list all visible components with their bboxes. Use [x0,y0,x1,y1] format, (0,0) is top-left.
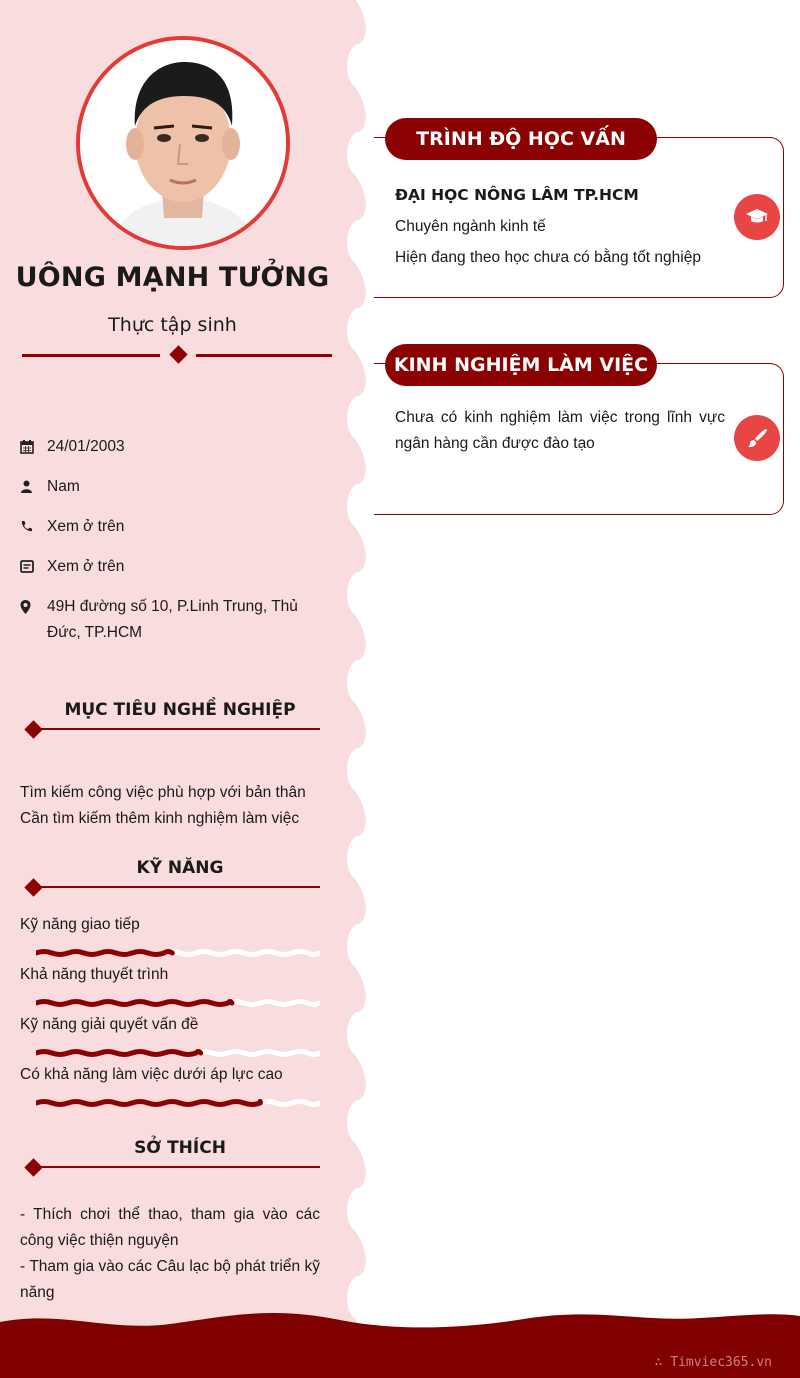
objective-heading-text: MỤC TIÊU NGHỀ NGHIỆP [64,700,296,720]
skill-bar [36,1098,320,1108]
education-heading: TRÌNH ĐỘ HỌC VẤN [385,118,657,160]
skill-bar-fill [36,1002,232,1005]
skill-bar [36,998,320,1008]
contact-phone-value: Xem ở trên [47,518,125,535]
skill-bar-fill [36,1052,201,1055]
skill-bar [36,1048,320,1058]
skills-heading [20,858,320,888]
contact-address [20,594,320,646]
contact-gender [20,474,320,500]
contact-dob-value: 24/01/2003 [47,438,125,455]
hobby-line: - Tham gia vào các Câu lạc bộ phát triển kỹ năng [20,1258,320,1301]
contact-phone [20,514,320,540]
skill-label: Kỹ năng giải quyết vấn đề [20,1016,199,1033]
education-school: ĐẠI HỌC NÔNG LÂM TP.HCM [395,186,639,204]
contact-email [20,554,320,580]
education-status: Hiện đang theo học chưa có bằng tốt nghiệp [395,249,701,266]
job-title: Thực tập sinh [108,314,237,336]
skills-heading-text: KỸ NĂNG [136,858,224,878]
experience-heading: KINH NGHIỆM LÀM VIỆC [385,344,657,386]
map-pin-icon [20,594,47,646]
avatar [76,36,290,250]
profile-photo [80,40,286,246]
skill-label: Khả năng thuyết trình [20,966,169,983]
objective-line: Cần tìm kiếm thêm kinh nghiệm làm việc [20,810,300,827]
calendar-icon [20,434,47,460]
objective-line: Tìm kiếm công việc phù hợp với bản thân [20,784,306,801]
skill-label: Kỹ năng giao tiếp [20,916,140,933]
phone-icon [20,514,47,540]
hobbies-heading-text: SỞ THÍCH [134,1138,226,1158]
graduation-cap-icon [734,194,780,240]
education-major: Chuyên ngành kinh tế [395,218,546,235]
skill-label: Có khả năng làm việc dưới áp lực cao [20,1066,283,1083]
email-icon [20,554,47,580]
contact-address-value: 49H đường số 10, P.Linh Trung, Thủ Đức, TP.HCM [47,598,298,641]
watermark: ∴ Timviec365.vn [654,1355,772,1370]
experience-text: Chưa có kinh nghiệm làm việc trong lĩnh vực ngân hàng cần được đào tạo [395,409,725,452]
skill-bar-fill [36,952,172,955]
objective-text [20,780,320,832]
hobbies-heading [20,1138,320,1168]
divider-right [196,354,332,357]
divider-left [22,354,160,357]
skill-bar [36,948,320,958]
hobbies-text [20,1202,320,1306]
skill-bar-fill [36,1102,260,1105]
user-icon [20,474,47,500]
paintbrush-icon [734,415,780,461]
objective-heading [20,700,320,730]
full-name: UÔNG MẠNH TƯỞNG [15,262,330,293]
contact-gender-value: Nam [47,478,80,495]
hobby-line: - Thích chơi thể thao, tham gia vào các công việc thiện nguyện [20,1206,320,1249]
contact-dob [20,434,320,460]
contact-email-value: Xem ở trên [47,558,125,575]
